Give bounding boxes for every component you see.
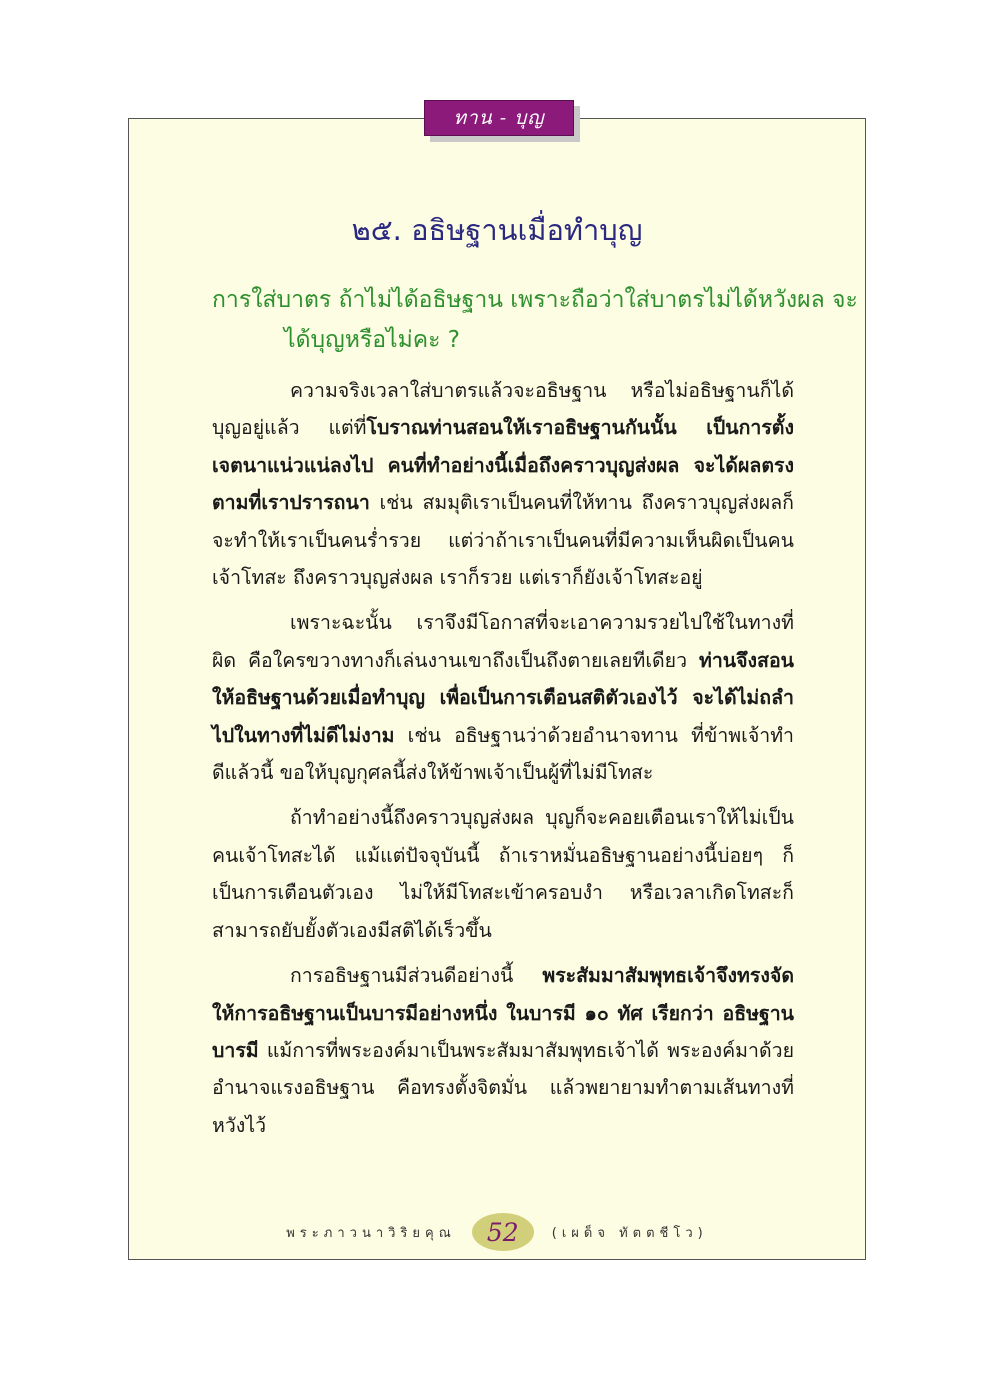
emphasis: พระสัมมาสัมพุทธเจ้าจึงทรงจัดให้การอธิษฐานเป็นบารมีอย่างหนึ่ง ในบารมี ๑๐ ทัศ เรียกว่า อธิษฐานบารมี [212,964,794,1062]
paragraph-1: ความจริงเวลาใส่บาตรแล้วจะอธิษฐาน หรือไม่อธิษฐานก็ได้บุญอยู่แล้ว แต่ที่โบราณท่านสอนให้เราอธิษฐานกันนั้น เป็นการตั้งเจตนาแน่วแน่ลงไป คนที่ทำอย่างนี้เมื่อถึงคราวบุญส่งผล จะได้ผลตรงตามที่เราปรารถนา เช่น สมมุติเราเป็นคนที่ให้ทาน ถึงคราวบุญส่งผลก็จะทำให้เราเป็นคนร่ำรวย แต่ว่าถ้าเราเป็นคนที่มีความเห็นผิดเป็นคนเจ้าโทสะ ถึงคราวบุญส่งผล เราก็รวย แต่เราก็ยังเจ้าโทสะอยู่ [212,379,794,590]
page-number: 52 [472,1213,534,1251]
footer-book-title: พระภาวนาวิริยคุณ [286,1225,456,1241]
section-tab: ทาน - บุญ [424,100,574,136]
emphasis: ท่านจึงสอนให้อธิษฐานด้วยเมื่อทำบุญ เพื่อเป็นการเตือนสติตัวเองไว้ จะได้ไม่ถลำไปในทางที่ไม่ดีไม่งาม [212,648,794,747]
paragraph-2: เพราะฉะนั้น เราจึงมีโอกาสที่จะเอาความรวยไปใช้ในทางที่ผิด คือใครขวางทางก็เล่นงานเขาถึงเป็นถึงตายเลยทีเดียว ท่านจึงสอนให้อธิษฐานด้วยเมื่อทำบุญ เพื่อเป็นการเตือนสติตัวเองไว้ จะได้ไม่ถลำไปในทางที่ไม่ดีไม่งาม เช่น อธิษฐานว่าด้วยอำนาจทาน ที่ข้าพเจ้าทำดีแล้วนี้ ขอให้บุญกุศลนี้ส่งให้ข้าพเจ้าเป็นผู้ที่ไม่มีโทสะ [212,611,794,785]
article-title: ๒๕. อธิษฐานเมื่อทำบุญ [351,213,643,247]
paragraph-3: ถ้าทำอย่างนี้ถึงคราวบุญส่งผล บุญก็จะคอยเตือนเราให้ไม่เป็นคนเจ้าโทสะได้ แม้แต่ปัจจุบันนี้ ถ้าเราหมั่นอธิษฐานอย่างนี้บ่อยๆ ก็เป็นการเตือนตัวเอง ไม่ให้มีโทสะเข้าครอบงำ หรือเวลาเกิดโทสะก็สามารถยับยั้งตัวเองมีสติได้เร็วขึ้น [212,806,794,942]
question: การใส่บาตร ถ้าไม่ได้อธิษฐาน เพราะถือว่าใส่บาตรไม่ได้หวังผล จะได้บุญหรือไม่คะ ? [212,287,858,353]
article-body [212,372,794,1152]
footer-author: (เผด็จ ทัตตชีโว) [551,1225,708,1241]
emphasis: โบราณท่านสอนให้เราอธิษฐานกันนั้น เป็นการตั้งเจตนาแน่วแน่ลงไป คนที่ทำอย่างนี้เมื่อถึงคราวบุญส่งผล จะได้ผลตรงตามที่เราปรารถนา [212,416,794,515]
paragraph-4: การอธิษฐานมีส่วนดีอย่างนี้ พระสัมมาสัมพุทธเจ้าจึงทรงจัดให้การอธิษฐานเป็นบารมีอย่างหนึ่ง ในบารมี ๑๐ ทัศ เรียกว่า อธิษฐานบารมี แม้การที่พระองค์มาเป็นพระสัมมาสัมพุทธเจ้าได้ พระองค์มาด้วยอำนาจแรงอธิษฐาน คือทรงตั้งจิตมั่น แล้วพยายามทำตามเส้นทางที่หวังไว้ [212,964,794,1137]
page-footer [128,1212,866,1252]
